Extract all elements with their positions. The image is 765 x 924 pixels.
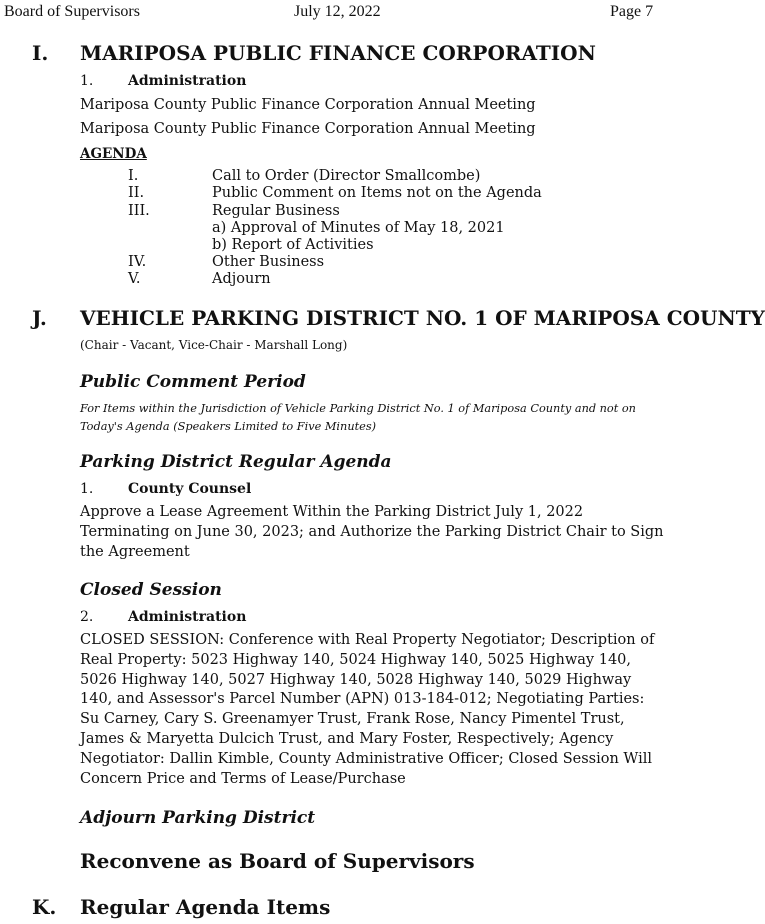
agenda-item-text: Adjourn bbox=[212, 271, 271, 287]
item-1-number: 1. bbox=[80, 481, 94, 497]
public-comment-heading: Public Comment Period bbox=[80, 372, 306, 392]
agenda-label: AGENDA bbox=[80, 146, 147, 162]
section-k-title: Regular Agenda Items bbox=[80, 895, 331, 919]
public-comment-text: For Items within the Jurisdiction of Vehicle Parking District No. 1 of Mariposa County and not on Today's Agenda (Speakers Limited to Five Minutes) bbox=[80, 402, 636, 433]
agenda-item-number: I. bbox=[128, 168, 139, 184]
section-i-item-number: 1. bbox=[80, 73, 94, 89]
section-k-number: K. bbox=[32, 895, 57, 919]
header-date: July 12, 2022 bbox=[294, 3, 381, 20]
section-i-item-title: Administration bbox=[128, 73, 247, 89]
agenda-item-text: Call to Order (Director Smallcombe) bbox=[212, 168, 481, 184]
item-2-text: CLOSED SESSION: Conference with Real Property Negotiator; Description of Real Property: 5023 Highway 140, 5024 Highway 140, 5025 Highway 140, 5026 Highway 140, 5027 Highway 140, 5028 Highway 140, 5029 Highway 140, and Assessor's Parcel Number (APN) 013-184-012; Negotiating Parties: Su Carney, Cary S. Greenamyer Trust, Frank Rose, Nancy Pimentel Trust, James & Maryetta Dulcich Trust, and Mary Foster, Respectively; Agency Negotiator: Dallin Kimble, County Administrative Officer; Closed Session Will Concern Price and Terms of Lease/Purchase bbox=[80, 632, 655, 787]
agenda-item-number: III. bbox=[128, 203, 150, 219]
item-2-number: 2. bbox=[80, 609, 94, 625]
item-2-title: Administration bbox=[128, 609, 247, 625]
agenda-item-text: Other Business bbox=[212, 254, 325, 270]
item-1-title: County Counsel bbox=[128, 481, 252, 497]
section-i-title: MARIPOSA PUBLIC FINANCE CORPORATION bbox=[80, 41, 596, 65]
reconvene-heading: Reconvene as Board of Supervisors bbox=[80, 849, 475, 873]
regular-agenda-heading: Parking District Regular Agenda bbox=[80, 452, 392, 472]
item-1-text: Approve a Lease Agreement Within the Parking District July 1, 2022 Terminating on June 30, 2023; and Authorize the Parking District Chair to Sign the Agreement bbox=[80, 504, 664, 560]
agenda-item-number: II. bbox=[128, 185, 145, 201]
agenda-subitem-text: b) Report of Activities bbox=[212, 237, 374, 253]
closed-session-heading: Closed Session bbox=[80, 580, 222, 600]
header-page-number: Page 7 bbox=[610, 3, 654, 20]
section-j-number: J. bbox=[32, 306, 47, 330]
header-board-name: Board of Supervisors bbox=[4, 3, 140, 20]
agenda-item-text: Public Comment on Items not on the Agenda bbox=[212, 185, 542, 201]
section-i-number: I. bbox=[32, 41, 49, 65]
section-i-line-2: Mariposa County Public Finance Corporation Annual Meeting bbox=[80, 121, 536, 137]
agenda-item-number: V. bbox=[128, 271, 141, 287]
agenda-subitem-text: a) Approval of Minutes of May 18, 2021 bbox=[212, 220, 505, 236]
agenda-item-text: Regular Business bbox=[212, 203, 340, 219]
section-i-line-1: Mariposa County Public Finance Corporation Annual Meeting bbox=[80, 97, 536, 113]
section-j-title: VEHICLE PARKING DISTRICT NO. 1 OF MARIPOSA COUNTY bbox=[80, 306, 765, 330]
agenda-item-number: IV. bbox=[128, 254, 147, 270]
chair-line: (Chair - Vacant, Vice-Chair - Marshall Long) bbox=[80, 338, 348, 352]
adjourn-parking-district-heading: Adjourn Parking District bbox=[80, 808, 316, 828]
